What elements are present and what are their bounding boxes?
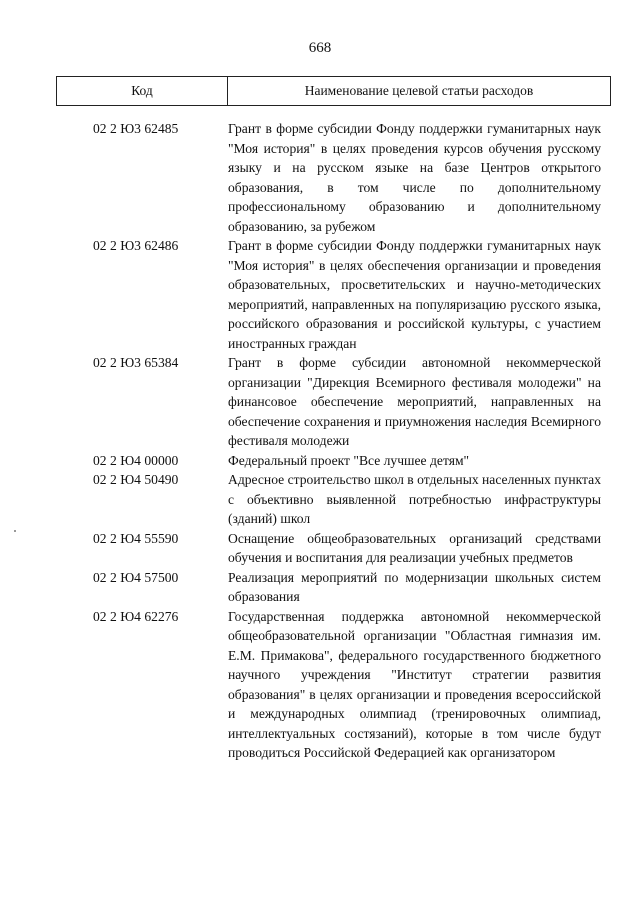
row-code: 02 2 Ю4 55590 [93, 530, 179, 546]
table-body [0, 119, 640, 763]
header-name: Наименование целевой статьи расходов [304, 83, 534, 98]
row-name: Оснащение общеобразовательных организаций средствами обучения и воспитания для реализации учебных предметов [228, 530, 601, 565]
row-name: Грант в форме субсидии автономной некоммерческой организации "Дирекция Всемирного фестиваля молодежи" на финансовое обеспечение мероприятий, направленных на обеспечение сохранения и приумножения наследия Всемирного фестиваля молодежи [228, 355, 601, 448]
row-code: 02 2 Ю3 65384 [93, 355, 179, 370]
table-row [0, 353, 640, 451]
scan-speck [14, 530, 16, 532]
row-name: Реализация мероприятий по модернизации школьных систем образования [228, 569, 601, 604]
table-row [0, 529, 640, 568]
row-code: 02 2 Ю4 50490 [93, 472, 179, 487]
table-row [0, 470, 640, 529]
table-header [56, 76, 611, 106]
table-row [0, 119, 640, 236]
table-row [0, 236, 640, 353]
row-code: 02 2 Ю3 62485 [93, 121, 179, 136]
page-number: 668 [308, 40, 332, 56]
row-code: 02 2 Ю4 62276 [93, 608, 179, 624]
row-name: Грант в форме субсидии Фонду поддержки гуманитарных наук "Моя история" в целях обеспечения организации и проведения образовательных, просветительских и научно-методических мероприятий, направленных на популяризацию русского языка, российского образования и российской культуры, с участием иностранных граждан [228, 238, 601, 351]
row-name: Государственная поддержка автономной некоммерческой общеобразовательной организации "Областная гимназия им. Е.М. Примакова", федерального государственного бюджетного научного учреждения "Институт стратегии развития образования" в целях организации и проведения всероссийской и международных олимпиад (тренировочных олимпиад, интеллектуальных состязаний), которые в том числе будут проводиться Российской Федерацией как организатором [228, 608, 601, 760]
table-row [0, 607, 640, 763]
row-name: Грант в форме субсидии Фонду поддержки гуманитарных наук "Моя история" в целях проведения курсов обучения русскому языку и на русском языке на базе Центров открытого образования, в том числе по дополнительному профессиональному образованию и дополнительному образованию, за рубежом [228, 121, 601, 234]
header-code: Код [57, 77, 228, 105]
row-code: 02 2 Ю3 62486 [93, 238, 179, 253]
table-row [0, 568, 640, 607]
row-name: Адресное строительство школ в отдельных населенных пунктах с объективно выявленной потребностью инфраструктуры (зданий) школ [228, 472, 601, 526]
row-code: 02 2 Ю4 00000 [93, 452, 179, 468]
row-code: 02 2 Ю4 57500 [93, 569, 179, 585]
row-name: Федеральный проект "Все лучшее детям" [228, 452, 470, 468]
table-row [0, 451, 640, 471]
